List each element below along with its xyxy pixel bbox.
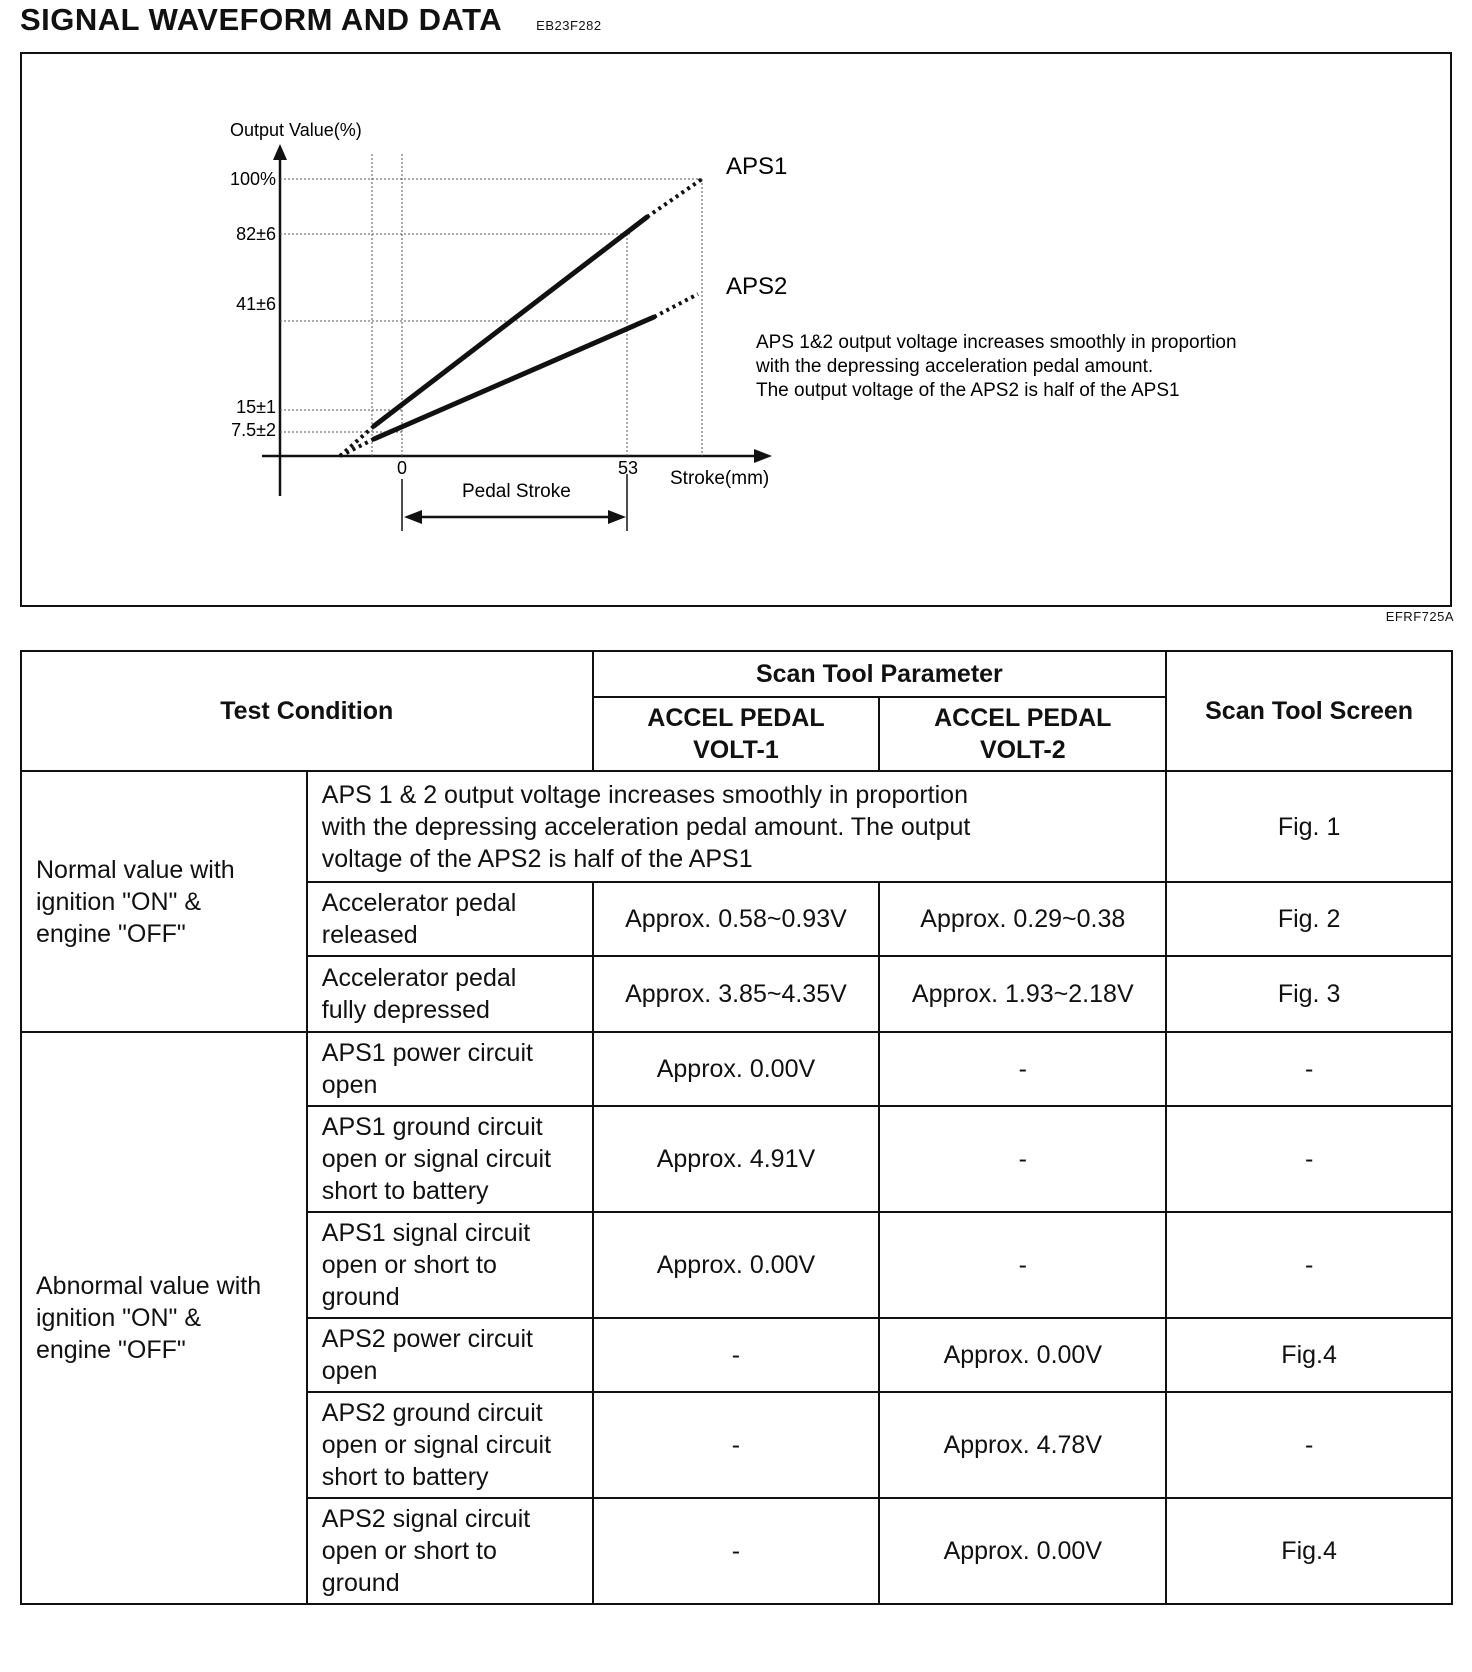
chart-note-line: The output voltage of the APS2 is half of the APS1 (756, 380, 1180, 401)
scan-tool-screen-cell: Fig. 1 (1166, 771, 1452, 882)
waveform-figure (20, 52, 1452, 607)
scan-tool-screen-cell: - (1166, 1106, 1452, 1212)
accel-pedal-volt-2-cell: Approx. 0.00V (879, 1318, 1166, 1392)
header-accel-pedal-volt-1 (593, 697, 880, 771)
condition-description-line: with the depressing acceleration pedal amount. The output (321, 812, 971, 841)
condition-description-cell (307, 882, 593, 956)
condition-description-line: short to battery (321, 1463, 489, 1491)
series-extrapolation-aps1 (647, 179, 702, 217)
accel-pedal-volt-1-cell: - (593, 1392, 880, 1498)
accel-pedal-volt-2-cell: - (879, 1212, 1166, 1318)
test-condition-line: engine "OFF" (36, 1336, 186, 1364)
series-line-aps2 (374, 317, 654, 439)
condition-description-line: ground (321, 1283, 400, 1311)
pedal-stroke-arrow-left-head (404, 510, 422, 524)
scan-tool-screen-cell: - (1166, 1212, 1452, 1318)
series-offset-aps1 (340, 426, 374, 456)
condition-description-cell (307, 1318, 593, 1392)
table-row (21, 771, 1452, 882)
x-axis-title: Stroke(mm) (670, 468, 770, 489)
condition-description-cell (307, 1498, 593, 1604)
series-label-aps1: APS1 (726, 153, 788, 180)
y-tick-label: 15±1 (236, 397, 276, 417)
test-condition-line: ignition "ON" & (36, 887, 202, 916)
series-extrapolation-aps2 (654, 294, 698, 317)
test-condition-line: Abnormal value with (36, 1272, 262, 1300)
condition-description-cell (307, 1212, 593, 1318)
test-condition-line: engine "OFF" (36, 919, 186, 948)
accel-pedal-volt-1-cell: Approx. 0.00V (593, 1032, 880, 1106)
condition-description-line: Accelerator pedal (321, 964, 517, 992)
page-header (20, 2, 602, 42)
y-tick-label: 82±6 (236, 224, 276, 244)
table-row (21, 1032, 1452, 1106)
accel-pedal-volt-1-cell: - (593, 1498, 880, 1604)
series-label-aps2: APS2 (726, 273, 788, 300)
header-volt2-line1: ACCEL PEDAL (934, 704, 1112, 732)
condition-description-line: APS1 ground circuit (321, 1113, 543, 1141)
condition-description-cell (307, 1392, 593, 1498)
condition-description-line: released (321, 921, 418, 949)
pedal-stroke-label: Pedal Stroke (462, 481, 571, 502)
accel-pedal-volt-2-cell: - (879, 1106, 1166, 1212)
condition-description-line: open (321, 1071, 378, 1099)
condition-description-line: open or signal circuit (321, 1431, 552, 1459)
condition-description-cell (307, 956, 593, 1032)
condition-description-line: APS1 power circuit (321, 1039, 533, 1067)
scan-tool-table (20, 650, 1453, 1605)
condition-description-line: open or short to (321, 1251, 497, 1279)
condition-description-line: voltage of the APS2 is half of the APS1 (321, 844, 753, 873)
condition-description-line: short to battery (321, 1177, 489, 1205)
header-scan-tool-screen: Scan Tool Screen (1166, 651, 1452, 771)
condition-description-cell (307, 1032, 593, 1106)
series-line-aps1 (374, 217, 647, 426)
header-accel-pedal-volt-2 (879, 697, 1166, 771)
scan-tool-screen-cell: Fig. 2 (1166, 882, 1452, 956)
header-scan-tool-parameter: Scan Tool Parameter (593, 651, 1167, 697)
condition-description-cell (307, 1106, 593, 1212)
aps-output-chart (22, 54, 1454, 609)
accel-pedal-volt-1-cell: Approx. 0.58~0.93V (593, 882, 880, 956)
scan-tool-screen-cell: - (1166, 1032, 1452, 1106)
condition-description-line: fully depressed (321, 996, 490, 1024)
pedal-stroke-arrow-right-head (608, 510, 626, 524)
y-axis-title: Output Value(%) (230, 120, 362, 140)
header-volt2-line2: VOLT-2 (979, 736, 1066, 764)
condition-description-line: open or signal circuit (321, 1145, 552, 1173)
header-test-condition: Test Condition (21, 651, 593, 771)
condition-description-line: APS 1 & 2 output voltage increases smoothly in proportion (321, 780, 968, 809)
header-volt1-line1: ACCEL PEDAL (647, 704, 825, 732)
scan-tool-screen-cell: - (1166, 1392, 1452, 1498)
condition-description-line: APS2 signal circuit (321, 1505, 531, 1533)
accel-pedal-volt-2-cell: - (879, 1032, 1166, 1106)
condition-description-line: open (321, 1357, 378, 1385)
condition-description-cell (307, 771, 1166, 882)
scan-tool-screen-cell: Fig. 3 (1166, 956, 1452, 1032)
test-condition-cell (21, 1032, 307, 1604)
condition-description-line: APS1 signal circuit (321, 1219, 531, 1247)
y-tick-label: 41±6 (236, 294, 276, 314)
section-code: EB23F282 (536, 18, 602, 33)
x-tick-label: 53 (617, 458, 639, 478)
test-condition-line: ignition "ON" & (36, 1304, 202, 1332)
test-condition-line: Normal value with (36, 855, 235, 884)
y-tick-label: 7.5±2 (231, 420, 276, 440)
accel-pedal-volt-1-cell: Approx. 0.00V (593, 1212, 880, 1318)
y-axis-arrow (273, 144, 287, 160)
condition-description-line: ground (321, 1569, 400, 1597)
scan-tool-screen-cell: Fig.4 (1166, 1318, 1452, 1392)
figure-code: EFRF725A (1385, 609, 1454, 624)
accel-pedal-volt-2-cell: Approx. 0.29~0.38 (879, 882, 1166, 956)
condition-description-line: APS2 power circuit (321, 1325, 533, 1353)
condition-description-line: APS2 ground circuit (321, 1399, 543, 1427)
accel-pedal-volt-1-cell: Approx. 4.91V (593, 1106, 880, 1212)
condition-description-line: open or short to (321, 1537, 497, 1565)
chart-note-line: with the depressing acceleration pedal amount. (756, 356, 1154, 377)
accel-pedal-volt-2-cell: Approx. 0.00V (879, 1498, 1166, 1604)
accel-pedal-volt-2-cell: Approx. 4.78V (879, 1392, 1166, 1498)
accel-pedal-volt-1-cell: - (593, 1318, 880, 1392)
y-tick-label: 100% (229, 169, 276, 189)
x-axis-arrow (754, 449, 772, 463)
accel-pedal-volt-2-cell: Approx. 1.93~2.18V (879, 956, 1166, 1032)
page-title: SIGNAL WAVEFORM AND DATA (20, 2, 503, 37)
condition-description-line: Accelerator pedal (321, 889, 517, 917)
accel-pedal-volt-1-cell: Approx. 3.85~4.35V (593, 956, 880, 1032)
chart-note-line: APS 1&2 output voltage increases smoothly in proportion (756, 332, 1237, 353)
scan-tool-screen-cell: Fig.4 (1166, 1498, 1452, 1604)
x-tick-label: 0 (396, 458, 408, 478)
test-condition-cell (21, 771, 307, 1032)
header-volt1-line2: VOLT-1 (693, 736, 779, 764)
